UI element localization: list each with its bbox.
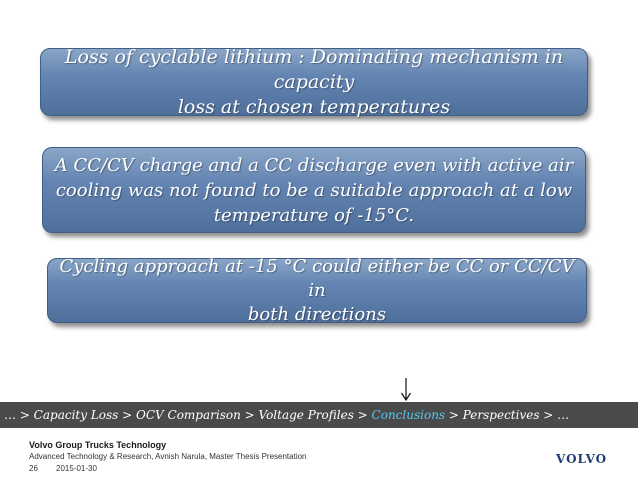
- section-navigation-bar: [0, 402, 638, 428]
- conclusion-3-line-2: both directions: [247, 303, 387, 325]
- conclusion-text-1: [51, 45, 577, 120]
- footer-page-number: 26: [29, 464, 38, 473]
- conclusion-1-line-1: Loss of cyclable lithium : Dominating mechanism in capacity: [64, 45, 564, 93]
- footer-subtitle: Advanced Technology & Research, Avnish Narula, Master Thesis Presentation: [29, 452, 307, 461]
- footer-date: 2015-01-30: [56, 464, 97, 473]
- nav-previous-sections[interactable]: … > Capacity Loss > OCV Comparison > Voltage Profiles >: [4, 408, 372, 422]
- conclusion-1-line-2: loss at chosen temperatures: [177, 95, 451, 118]
- nav-current-section[interactable]: Conclusions: [371, 408, 446, 422]
- arrow-down-icon: [400, 378, 412, 402]
- conclusion-box-2: [42, 147, 586, 233]
- footer-company: Volvo Group Trucks Technology: [29, 440, 167, 450]
- conclusion-3-line-1: Cycling approach at -15 °C could either be CC or CC/CV in: [59, 255, 575, 301]
- volvo-logo: VOLVO: [556, 452, 608, 466]
- conclusion-text-2: [55, 153, 573, 228]
- conclusion-2-line-3: temperature of -15°C.: [213, 204, 415, 226]
- conclusion-2-line-2: cooling was not found to be a suitable approach at a low: [55, 179, 573, 201]
- conclusion-2-line-1: A CC/CV charge and a CC discharge even with active air: [54, 154, 574, 176]
- footer: [0, 428, 638, 479]
- conclusion-box-1: [40, 45, 588, 118]
- conclusion-text-3: [58, 255, 576, 327]
- conclusion-box-3: [47, 255, 587, 325]
- nav-next-sections[interactable]: > Perspectives > …: [445, 408, 570, 422]
